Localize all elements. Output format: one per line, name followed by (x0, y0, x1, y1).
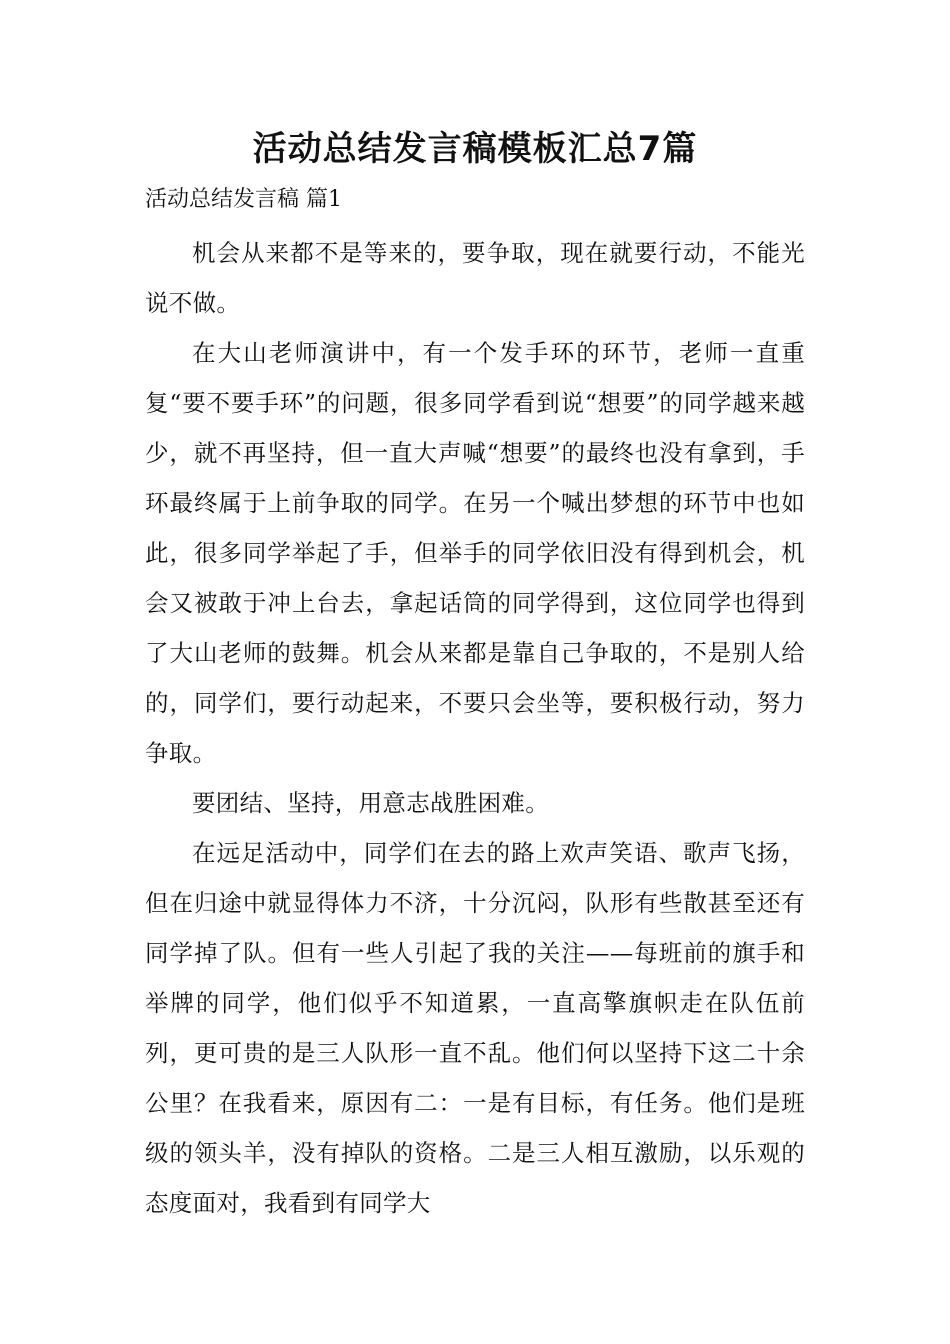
paragraph: 机会从来都不是等来的，要争取，现在就要行动，不能光说不做。 (145, 239, 805, 317)
document-title: 活动总结发言稿模板汇总7篇 (252, 129, 698, 169)
paragraph: 要团结、坚持，用意志战胜困难。 (192, 789, 549, 817)
section-heading: 活动总结发言稿 篇1 (145, 187, 342, 212)
paragraph: 在远足活动中，同学们在去的路上欢声笑语、歌声飞扬，但在归途中就显得体力不济，十分沉闷，队形有些散甚至还有同学掉了队。但有一些人引起了我的关注——每班前的旗手和举牌的同学，他们似乎不知道累，一直高擎旗帜走在队伍前列，更可贵的是三人队形一直不乱。他们何以坚持下这二十余公里？在我看来，原因有二：一是有目标，有任务。他们是班级的领头羊，没有掉队的资格。二是三人相互激励，以乐观的态度面对，我看到有同学大 (145, 839, 805, 1217)
paragraph: 在大山老师演讲中，有一个发手环的环节，老师一直重复“要不要手环”的问题，很多同学看到说“想要”的同学越来越少，就不再坚持，但一直大声喊“想要”的最终也没有拿到，手环最终属于上前争取的同学。在另一个喊出梦想的环节中也如此，很多同学举起了手，但举手的同学依旧没有得到机会，机会又被敢于冲上台去，拿起话筒的同学得到，这位同学也得到了大山老师的鼓舞。机会从来都是靠自己争取的，不是别人给的，同学们，要行动起来，不要只会坐等，要积极行动，努力争取。 (145, 339, 805, 767)
document-body (145, 228, 805, 1228)
